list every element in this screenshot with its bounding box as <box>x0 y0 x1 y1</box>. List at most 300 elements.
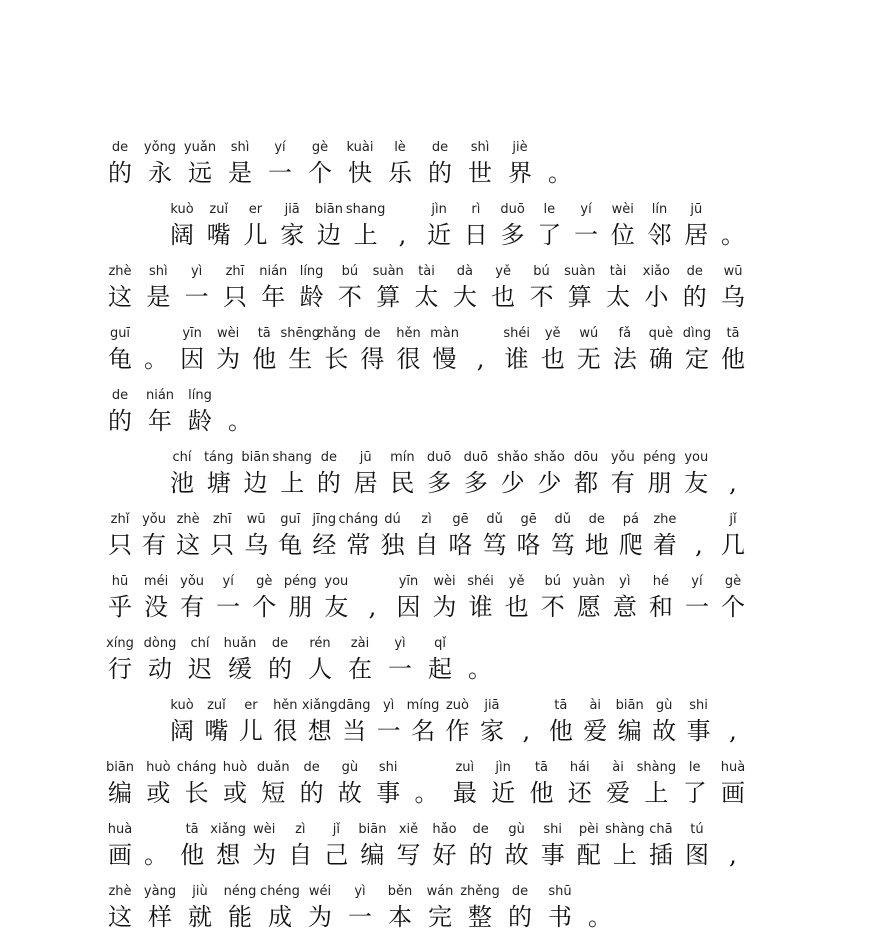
hanzi: 也 <box>504 593 529 621</box>
hanzi: 谁 <box>504 345 529 373</box>
pinyin: líng <box>299 264 324 279</box>
hanzi: 日 <box>463 221 488 249</box>
hanzi: 是 <box>146 283 171 311</box>
pinyin: duō <box>426 450 452 465</box>
character-cell <box>100 326 140 386</box>
pinyin: hǎo <box>432 822 457 837</box>
pinyin: guī <box>109 326 131 341</box>
hanzi: 因 <box>396 593 421 621</box>
hanzi: 人 <box>308 655 332 683</box>
pinyin: jiā <box>284 202 300 217</box>
pinyin: jiā <box>484 698 500 713</box>
pinyin: de <box>303 760 320 775</box>
hanzi: 编 <box>360 841 385 869</box>
pinyin: jiè <box>512 140 528 155</box>
hanzi: 常 <box>346 531 371 559</box>
hanzi: 的 <box>316 469 341 497</box>
character-cell <box>713 760 753 820</box>
pinyin: tā <box>726 326 740 341</box>
pinyin: zài <box>350 636 370 651</box>
pinyin: gē <box>452 512 469 527</box>
character-cell <box>713 450 753 510</box>
pinyin: bú <box>544 574 561 589</box>
pinyin: tā <box>554 698 568 713</box>
hanzi: 一 <box>388 655 412 683</box>
hanzi: 插 <box>648 841 673 869</box>
pinyin: jiù <box>192 884 208 899</box>
pinyin: nián <box>259 264 288 279</box>
hanzi: 了 <box>537 221 562 249</box>
hanzi: 。 <box>144 345 169 373</box>
hanzi: 少 <box>500 469 525 497</box>
pinyin: shang <box>345 202 386 217</box>
hanzi: 界 <box>508 159 532 187</box>
pinyin: shǎo <box>497 450 529 465</box>
pinyin: yì <box>394 636 406 651</box>
hanzi: 阔 <box>170 221 194 249</box>
hanzi: 近 <box>427 221 452 249</box>
hanzi: 这 <box>176 531 201 559</box>
hanzi: 龄 <box>188 407 212 435</box>
hanzi: 故 <box>337 779 362 807</box>
pinyin: biān <box>314 202 343 217</box>
character-cell <box>713 698 753 758</box>
pinyin: dìng <box>682 326 712 341</box>
hanzi: 生 <box>288 345 313 373</box>
pinyin: jìn <box>431 202 447 217</box>
pinyin: you <box>324 574 349 589</box>
hanzi: 事 <box>376 779 401 807</box>
hanzi: 只 <box>222 283 247 311</box>
pinyin: de <box>472 822 489 837</box>
hanzi: 上 <box>644 779 669 807</box>
character-cell <box>713 202 753 262</box>
hanzi: 世 <box>468 159 492 187</box>
pinyin: màn <box>430 326 459 341</box>
hanzi: 嘴 <box>204 717 229 745</box>
hanzi: 年 <box>261 283 286 311</box>
character-cell <box>346 202 386 262</box>
pinyin: shì <box>230 140 250 155</box>
hanzi: 一 <box>184 283 209 311</box>
hanzi: 位 <box>610 221 635 249</box>
hanzi: 居 <box>353 469 378 497</box>
hanzi: 爱 <box>583 717 608 745</box>
character-cell <box>580 884 620 944</box>
hanzi: 。 <box>548 159 572 187</box>
pinyin: suàn <box>372 264 404 279</box>
hanzi: 他 <box>180 841 205 869</box>
pinyin: fǎ <box>618 326 632 341</box>
hanzi: 缓 <box>228 655 252 683</box>
hanzi: 几 <box>721 531 745 559</box>
hanzi: 长 <box>184 779 209 807</box>
hanzi: 算 <box>376 283 401 311</box>
pinyin: shi <box>378 760 398 775</box>
hanzi: 这 <box>108 283 132 311</box>
pinyin: cháng <box>338 512 379 527</box>
hanzi: 或 <box>222 779 247 807</box>
character-cell <box>713 264 753 324</box>
hanzi: 很 <box>396 345 421 373</box>
hanzi: 儿 <box>238 717 263 745</box>
hanzi: 的 <box>508 903 532 931</box>
hanzi: 一 <box>268 159 292 187</box>
pinyin: lè <box>394 140 406 155</box>
pinyin: de <box>686 264 703 279</box>
hanzi: 。 <box>721 221 745 249</box>
pinyin: wéi <box>308 884 332 899</box>
hanzi: 友 <box>324 593 349 621</box>
pinyin: le <box>543 202 556 217</box>
character-cell <box>420 636 460 696</box>
hanzi: 少 <box>537 469 562 497</box>
pinyin: gè <box>256 574 273 589</box>
pinyin: huà <box>107 822 133 837</box>
hanzi: 事 <box>540 841 565 869</box>
hanzi: 一 <box>376 717 401 745</box>
hanzi: 龄 <box>299 283 324 311</box>
pinyin: dà <box>456 264 473 279</box>
pinyin: péng <box>283 574 317 589</box>
pinyin: zì <box>421 512 432 527</box>
pinyin: tā <box>185 822 199 837</box>
hanzi: 龟 <box>278 531 303 559</box>
pinyin: zhī <box>212 512 232 527</box>
hanzi: 乌 <box>721 283 745 311</box>
hanzi: 小 <box>644 283 669 311</box>
pinyin: zì <box>295 822 306 837</box>
pinyin: yǒu <box>142 512 166 527</box>
pinyin: yǒng <box>143 140 177 155</box>
hanzi: 边 <box>243 469 268 497</box>
pinyin: yì <box>619 574 631 589</box>
hanzi: 故 <box>504 841 529 869</box>
hanzi: 个 <box>721 593 745 621</box>
pinyin: yǒu <box>610 450 635 465</box>
hanzi: 谁 <box>468 593 493 621</box>
hanzi: 想 <box>216 841 241 869</box>
pinyin: guī <box>280 512 301 527</box>
pinyin: de <box>271 636 289 651</box>
pinyin: xiǎng <box>210 822 247 837</box>
hanzi: 的 <box>428 159 452 187</box>
hanzi: 独 <box>380 531 405 559</box>
hanzi: 嘴 <box>206 221 231 249</box>
hanzi: 民 <box>390 469 415 497</box>
hanzi: 画 <box>721 779 745 807</box>
hanzi: 不 <box>529 283 554 311</box>
pinyin: ài <box>589 698 602 713</box>
hanzi: 有 <box>610 469 635 497</box>
hanzi: 着 <box>652 531 677 559</box>
pinyin: běn <box>387 884 413 899</box>
pinyin: shēng <box>280 326 321 341</box>
hanzi: 咯 <box>516 531 541 559</box>
character-cell <box>713 326 753 386</box>
hanzi: 塘 <box>206 469 231 497</box>
pinyin: zuǐ <box>207 698 226 713</box>
pinyin: de <box>364 326 381 341</box>
pinyin: líng <box>188 388 212 403</box>
pinyin: chí <box>190 636 210 651</box>
hanzi: 起 <box>428 655 452 683</box>
pinyin: wèi <box>611 202 634 217</box>
hanzi: 近 <box>491 779 516 807</box>
hanzi: 多 <box>463 469 488 497</box>
pinyin: xiǎng <box>301 698 338 713</box>
pinyin: dāng <box>337 698 371 713</box>
hanzi: 。 <box>468 655 492 683</box>
pinyin: kuài <box>346 140 374 155</box>
pinyin: you <box>684 450 709 465</box>
pinyin: shi <box>689 698 708 713</box>
pinyin: gē <box>520 512 537 527</box>
pinyin: xiě <box>398 822 419 837</box>
hanzi: , <box>522 717 531 745</box>
pinyin: shéi <box>467 574 494 589</box>
hanzi: 。 <box>228 407 252 435</box>
pinyin: duō <box>463 450 489 465</box>
character-cell <box>460 636 500 696</box>
pinyin: nián <box>145 388 175 403</box>
hanzi: 为 <box>308 903 332 931</box>
pinyin: duō <box>500 202 525 217</box>
pinyin: wú <box>579 326 599 341</box>
pinyin: hái <box>569 760 590 775</box>
hanzi: 阔 <box>170 717 194 745</box>
character-cell <box>180 388 220 448</box>
hanzi: 愿 <box>576 593 601 621</box>
pinyin: kuò <box>170 698 194 713</box>
pinyin: wán <box>426 884 454 899</box>
pinyin: er <box>248 202 263 217</box>
hanzi: 不 <box>540 593 565 621</box>
pinyin: táng <box>203 450 234 465</box>
hanzi: 乎 <box>108 593 132 621</box>
pinyin: yí <box>222 574 234 589</box>
hanzi: , <box>695 531 703 559</box>
hanzi: 成 <box>268 903 292 931</box>
pinyin: jū <box>690 202 703 217</box>
hanzi: 在 <box>348 655 372 683</box>
pinyin: wèi <box>253 822 276 837</box>
hanzi: 画 <box>108 841 132 869</box>
hanzi: 地 <box>584 531 609 559</box>
pinyin: er <box>244 698 258 713</box>
hanzi: 笃 <box>482 531 507 559</box>
hanzi: 最 <box>452 779 477 807</box>
hanzi: 的 <box>268 655 292 683</box>
character-cell <box>540 884 580 944</box>
text-line <box>0 760 894 820</box>
hanzi: 快 <box>348 159 372 187</box>
pinyin: tú <box>690 822 704 837</box>
hanzi: 自 <box>288 841 313 869</box>
pinyin: de <box>431 140 449 155</box>
pinyin: lín <box>651 202 668 217</box>
hanzi: 为 <box>252 841 277 869</box>
hanzi: 因 <box>180 345 205 373</box>
pinyin: hěn <box>396 326 421 341</box>
hanzi: 确 <box>648 345 673 373</box>
pinyin: de <box>320 450 338 465</box>
pinyin: gù <box>508 822 525 837</box>
text-line <box>0 512 894 572</box>
hanzi: 家 <box>479 717 504 745</box>
hanzi: 他 <box>529 779 554 807</box>
text-line <box>0 140 894 200</box>
hanzi: 家 <box>280 221 305 249</box>
pinyin: de <box>511 884 529 899</box>
character-cell <box>676 450 716 510</box>
pinyin: jīng <box>312 512 337 527</box>
pinyin: zuǐ <box>209 202 229 217</box>
pinyin: yuǎn <box>183 140 217 155</box>
pinyin: gù <box>655 698 673 713</box>
pinyin: zhěng <box>460 884 500 899</box>
hanzi: 当 <box>342 717 367 745</box>
hanzi: 上 <box>353 221 378 249</box>
pinyin: kuò <box>170 202 194 217</box>
hanzi: 他 <box>721 345 745 373</box>
hanzi: 本 <box>388 903 412 931</box>
hanzi: 样 <box>148 903 172 931</box>
pinyin: qǐ <box>434 636 446 651</box>
hanzi: 算 <box>567 283 592 311</box>
hanzi: 事 <box>686 717 711 745</box>
pinyin: yě <box>508 574 525 589</box>
pinyin: què <box>648 326 674 341</box>
pinyin: hū <box>111 574 129 589</box>
pinyin: tài <box>418 264 435 279</box>
hanzi: 自 <box>414 531 439 559</box>
pinyin: biān <box>241 450 270 465</box>
text-line <box>0 698 894 758</box>
pinyin: tā <box>534 760 548 775</box>
pinyin: shéi <box>503 326 530 341</box>
hanzi: 慢 <box>432 345 457 373</box>
hanzi: 多 <box>500 221 525 249</box>
text-line <box>0 636 894 696</box>
text-line <box>0 574 894 634</box>
hanzi: 爱 <box>606 779 631 807</box>
pinyin: jǐ <box>332 822 340 837</box>
hanzi: 或 <box>146 779 171 807</box>
hanzi: 有 <box>180 593 205 621</box>
pinyin: hé <box>652 574 669 589</box>
hanzi: 朋 <box>288 593 313 621</box>
hanzi: 他 <box>252 345 277 373</box>
hanzi: 乌 <box>244 531 269 559</box>
text-line <box>0 388 894 448</box>
pinyin: yí <box>691 574 703 589</box>
hanzi: 写 <box>396 841 421 869</box>
hanzi: 得 <box>360 345 385 373</box>
character-cell <box>677 822 717 882</box>
pinyin: zhǐ <box>110 512 130 527</box>
pinyin: xiǎo <box>642 264 670 279</box>
character-cell <box>676 202 716 262</box>
hanzi: 编 <box>617 717 642 745</box>
hanzi: 意 <box>612 593 637 621</box>
hanzi: 迟 <box>188 655 212 683</box>
character-cell <box>100 822 140 882</box>
pinyin: shi <box>543 822 563 837</box>
pinyin: gù <box>341 760 359 775</box>
hanzi: 是 <box>228 159 252 187</box>
pinyin: shǎo <box>533 450 565 465</box>
pinyin: huò <box>146 760 171 775</box>
pinyin: huà <box>720 760 746 775</box>
pinyin: dǔ <box>486 512 503 527</box>
hanzi: 一 <box>574 221 599 249</box>
hanzi: 没 <box>144 593 169 621</box>
hanzi: 永 <box>148 159 172 187</box>
hanzi: 这 <box>108 903 132 931</box>
pinyin: huǎn <box>223 636 257 651</box>
pinyin: zhī <box>225 264 245 279</box>
hanzi: , <box>368 593 377 621</box>
pinyin: dōu <box>573 450 599 465</box>
pinyin: shang <box>272 450 312 465</box>
hanzi: 想 <box>307 717 332 745</box>
hanzi: 名 <box>411 717 436 745</box>
hanzi: 就 <box>188 903 212 931</box>
pinyin: yì <box>382 698 395 713</box>
hanzi: 整 <box>468 903 492 931</box>
hanzi: 大 <box>452 283 477 311</box>
pinyin: biān <box>615 698 644 713</box>
pinyin: zhe <box>653 512 677 527</box>
pinyin: zuì <box>455 760 475 775</box>
pinyin: yǒu <box>180 574 205 589</box>
pinyin: wū <box>723 264 743 279</box>
text-line <box>0 202 894 262</box>
pinyin: míng <box>406 698 440 713</box>
pinyin: péng <box>643 450 676 465</box>
hanzi: 无 <box>576 345 601 373</box>
hanzi: 还 <box>567 779 592 807</box>
pinyin: yàng <box>143 884 177 899</box>
pinyin: yí <box>580 202 592 217</box>
pinyin: zhè <box>176 512 200 527</box>
text-line <box>0 264 894 324</box>
pinyin: dǔ <box>554 512 571 527</box>
pinyin: yě <box>495 264 511 279</box>
hanzi: 能 <box>228 903 252 931</box>
hanzi: 也 <box>491 283 516 311</box>
hanzi: 为 <box>216 345 241 373</box>
pinyin: méi <box>143 574 169 589</box>
hanzi: 不 <box>337 283 362 311</box>
pinyin: mín <box>390 450 415 465</box>
hanzi: 笃 <box>550 531 575 559</box>
pinyin: pá <box>622 512 639 527</box>
hanzi: 年 <box>148 407 172 435</box>
hanzi: 龟 <box>108 345 132 373</box>
hanzi: 乐 <box>388 159 412 187</box>
pinyin: yuàn <box>572 574 605 589</box>
character-cell <box>425 326 465 386</box>
hanzi: 的 <box>108 159 132 187</box>
pinyin: de <box>111 388 129 403</box>
pinyin: bú <box>341 264 359 279</box>
hanzi: 。 <box>588 903 612 931</box>
hanzi: 法 <box>612 345 637 373</box>
hanzi: 的 <box>299 779 324 807</box>
character-cell <box>713 822 753 882</box>
